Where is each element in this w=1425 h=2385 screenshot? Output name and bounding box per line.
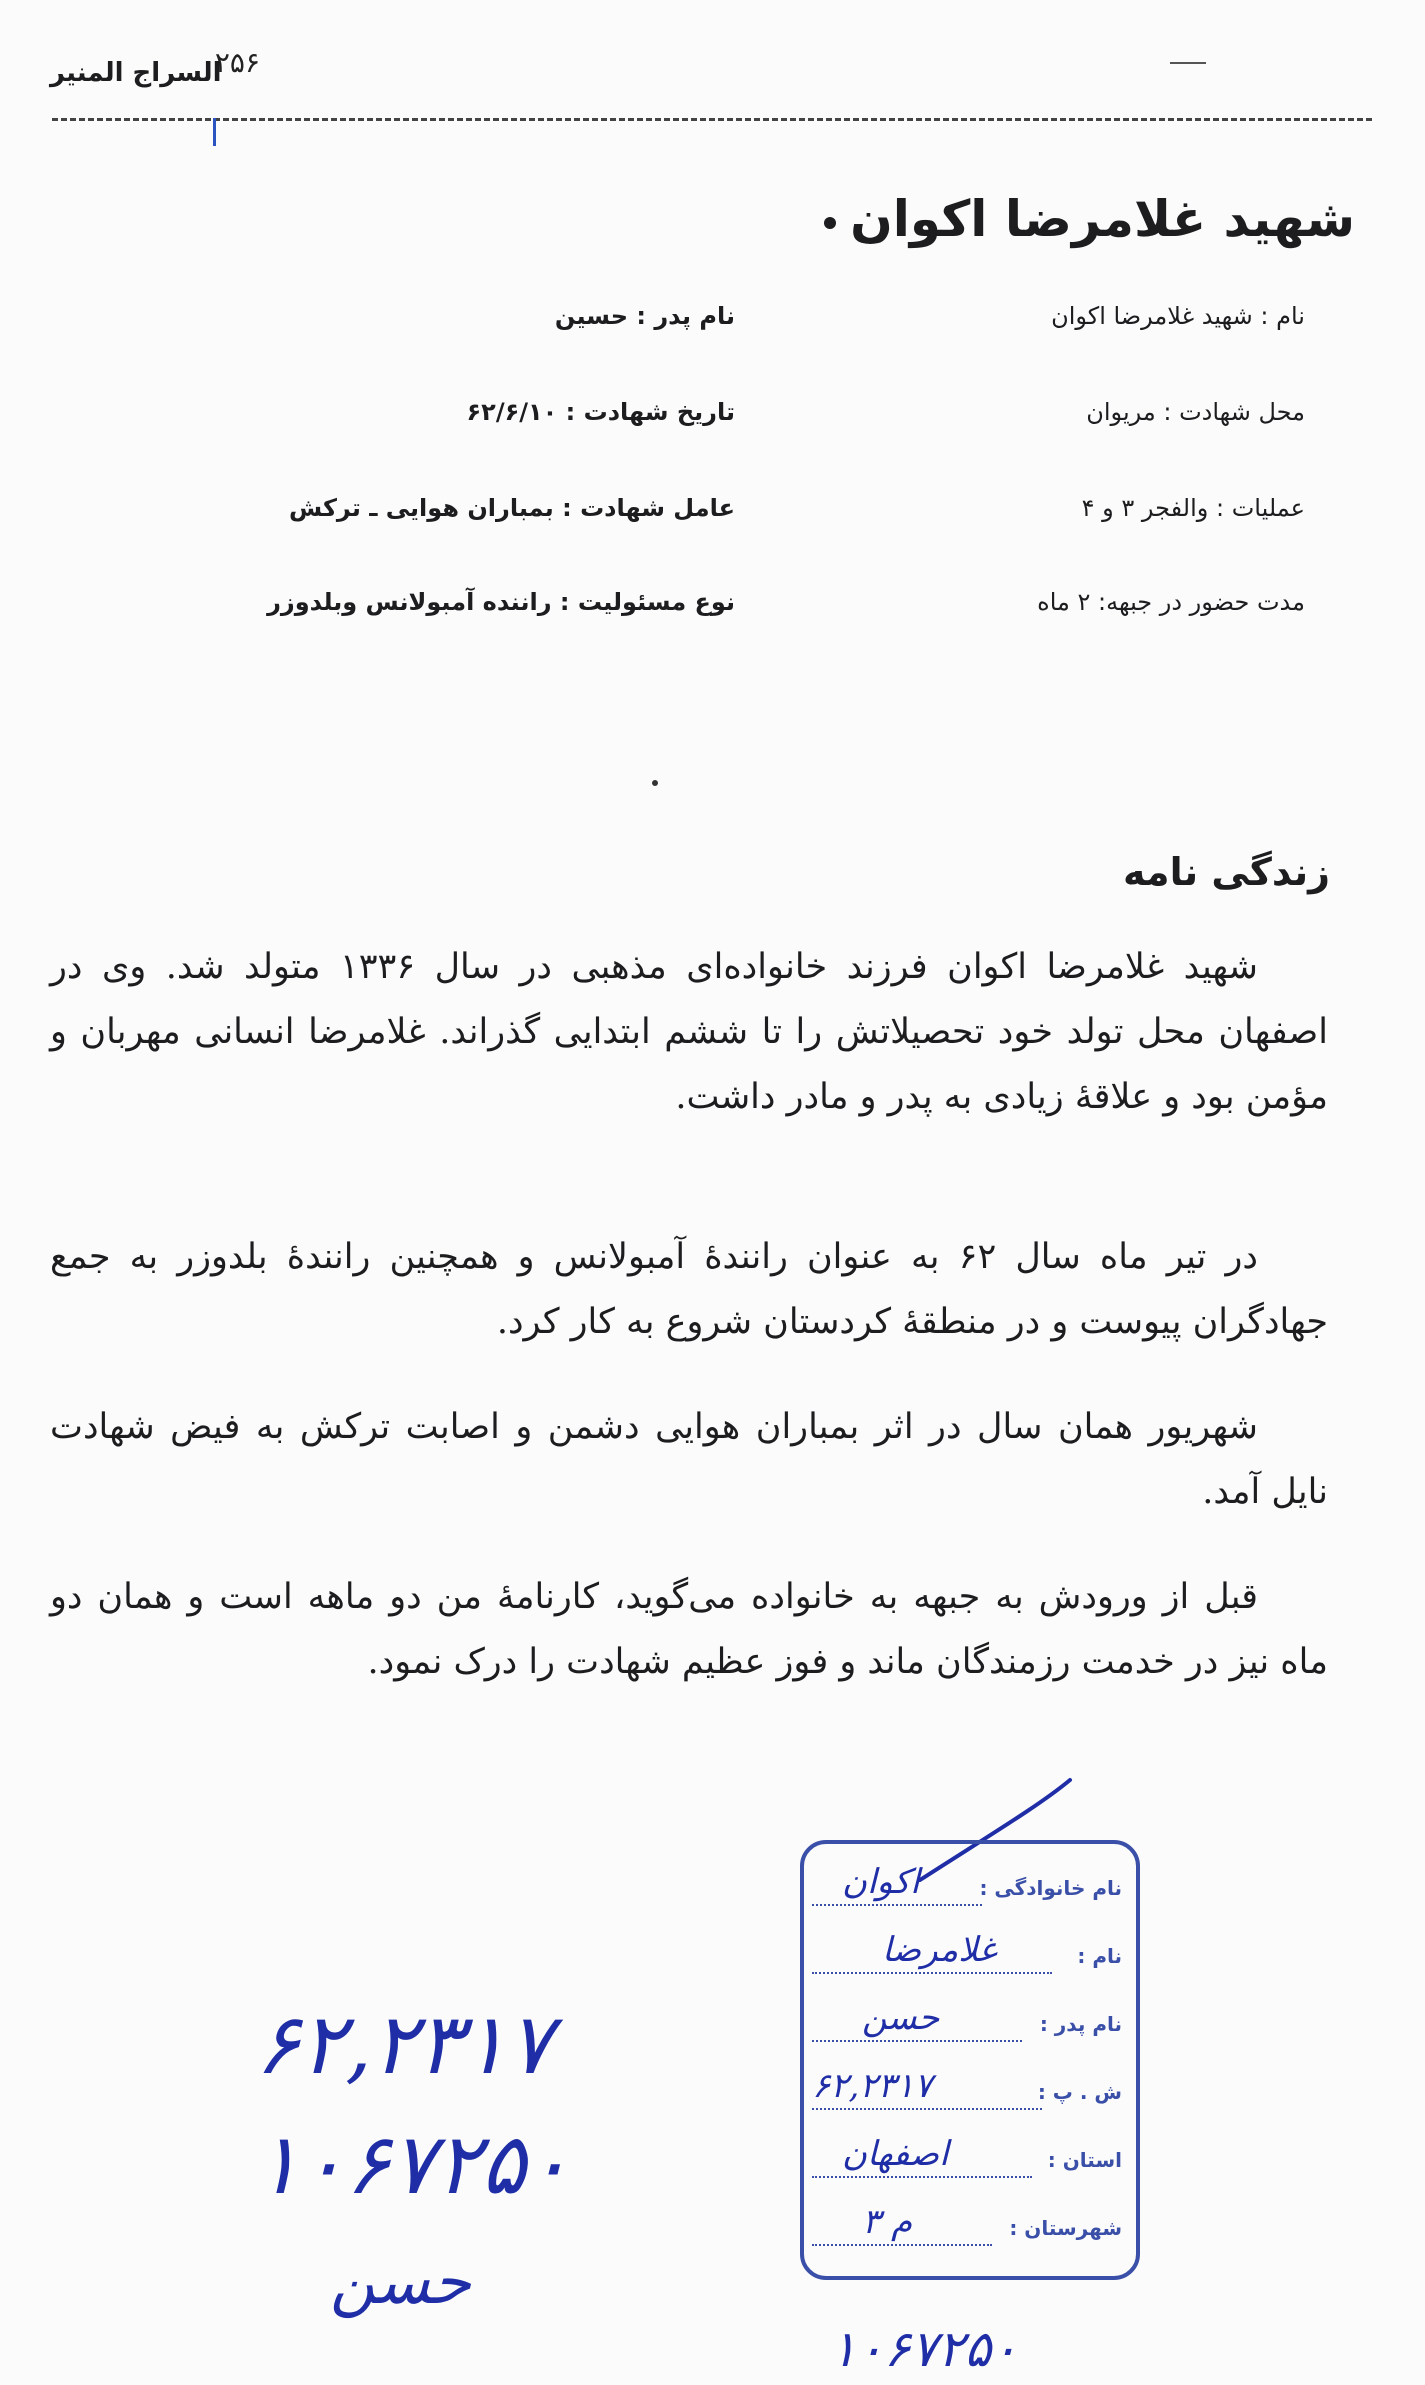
stamp-label: استان :	[1047, 2148, 1122, 2172]
biography-paragraph	[50, 1565, 1328, 1695]
header-pen-mark	[213, 118, 216, 146]
paragraph-text: قبل از ورودش به جبهه به خانواده می‌گوید، کارنامهٔ من دو ماهه است و همان دو ماه نیز در خدمت رزمندگان ماند و فوز عظیم شهادت را درک نمود.	[50, 1577, 1328, 1682]
info-cause-of-martyrdom: عامل شهادت : بمباران هوایی ـ ترکش	[289, 494, 735, 522]
handwritten-number: ۱۰۶۷۲۵۰	[255, 2115, 571, 2213]
bullet-icon	[824, 217, 836, 229]
stamp-dotted-line	[812, 2040, 1022, 2042]
stamp-value: حسن	[862, 1998, 940, 2038]
title-text: شهید غلامرضا اکوان	[850, 190, 1355, 248]
biography-paragraph	[50, 1225, 1328, 1355]
handwritten-name: حسن	[330, 2245, 471, 2318]
info-front-duration: مدت حضور در جبهه: ۲ ماه	[1037, 588, 1305, 616]
stamp-dotted-line	[812, 2176, 1032, 2178]
stamp-label: نام پدر :	[1039, 2012, 1122, 2036]
info-responsibility: نوع مسئولیت : راننده آمبولانس وبلدوزر	[267, 588, 735, 616]
stamp-row-province	[812, 2134, 1122, 2198]
info-name: نام : شهید غلامرضا اکوان	[1051, 302, 1305, 330]
handwritten-number: ۱۰۶۷۲۵۰	[830, 2320, 1018, 2378]
registration-stamp	[800, 1840, 1140, 2280]
stamp-dotted-line	[812, 2108, 1042, 2110]
stamp-value: م ۳	[862, 2202, 913, 2242]
stamp-row-family	[812, 1862, 1122, 1926]
stamp-label: نام :	[1077, 1944, 1122, 1968]
stamp-dotted-line	[812, 1904, 982, 1906]
stamp-value: ۶۲,۲۳۱۷	[812, 2066, 933, 2106]
stamp-row-father	[812, 1998, 1122, 2062]
biography-heading: زندگی نامه	[1123, 850, 1330, 894]
stamp-value: اصفهان	[842, 2134, 949, 2174]
biography-paragraph	[50, 935, 1328, 1130]
info-place-of-martyrdom: محل شهادت : مریوان	[1086, 398, 1305, 426]
stamp-row-id	[812, 2066, 1122, 2130]
page-number-dash	[1170, 62, 1206, 64]
header-divider	[52, 118, 1372, 121]
stamp-dotted-line	[812, 2244, 992, 2246]
biography-paragraph	[50, 1395, 1328, 1525]
info-date-of-martyrdom: تاریخ شهادت : ۶۲/۶/۱۰	[466, 398, 735, 426]
stray-dot	[652, 780, 658, 786]
page-number: ۲۵۶	[214, 46, 260, 79]
stamp-label: نام خانوادگی :	[979, 1876, 1122, 1900]
book-title: السراج المنیر	[50, 58, 222, 88]
paragraph-text: شهید غلامرضا اکوان فرزند خانواده‌ای مذهبی در سال ۱۳۳۶ متولد شد. وی در اصفهان محل تولد خود تحصیلاتش را تا ششم ابتدایی گذراند. غلامرضا انسانی مهربان و مؤمن بود و علاقهٔ زیادی به پدر و مادر داشت.	[50, 947, 1328, 1117]
stamp-value: غلامرضا	[882, 1930, 997, 1970]
stamp-label: شهرستان :	[1009, 2216, 1122, 2240]
stamp-row-name	[812, 1930, 1122, 1994]
stamp-row-city	[812, 2202, 1122, 2266]
handwritten-number: ۶۲,۲۳۱۷	[255, 1995, 553, 2093]
stamp-dotted-line	[812, 1972, 1052, 1974]
paragraph-text: در تیر ماه سال ۶۲ به عنوان رانندهٔ آمبولانس و همچنین رانندهٔ بلدوزر به جمع جهادگران پیوست و در منطقهٔ کردستان شروع به کار کرد.	[50, 1237, 1328, 1342]
page-title	[824, 190, 1355, 248]
paragraph-text: شهریور همان سال در اثر بمباران هوایی دشمن و اصابت ترکش به فیض شهادت نایل آمد.	[50, 1407, 1328, 1512]
info-operations: عملیات : والفجر ۳ و ۴	[1081, 494, 1305, 522]
stamp-value: اکوان	[842, 1862, 920, 1902]
stamp-label: ش . پ :	[1037, 2080, 1122, 2104]
info-father-name: نام پدر : حسین	[554, 302, 735, 330]
